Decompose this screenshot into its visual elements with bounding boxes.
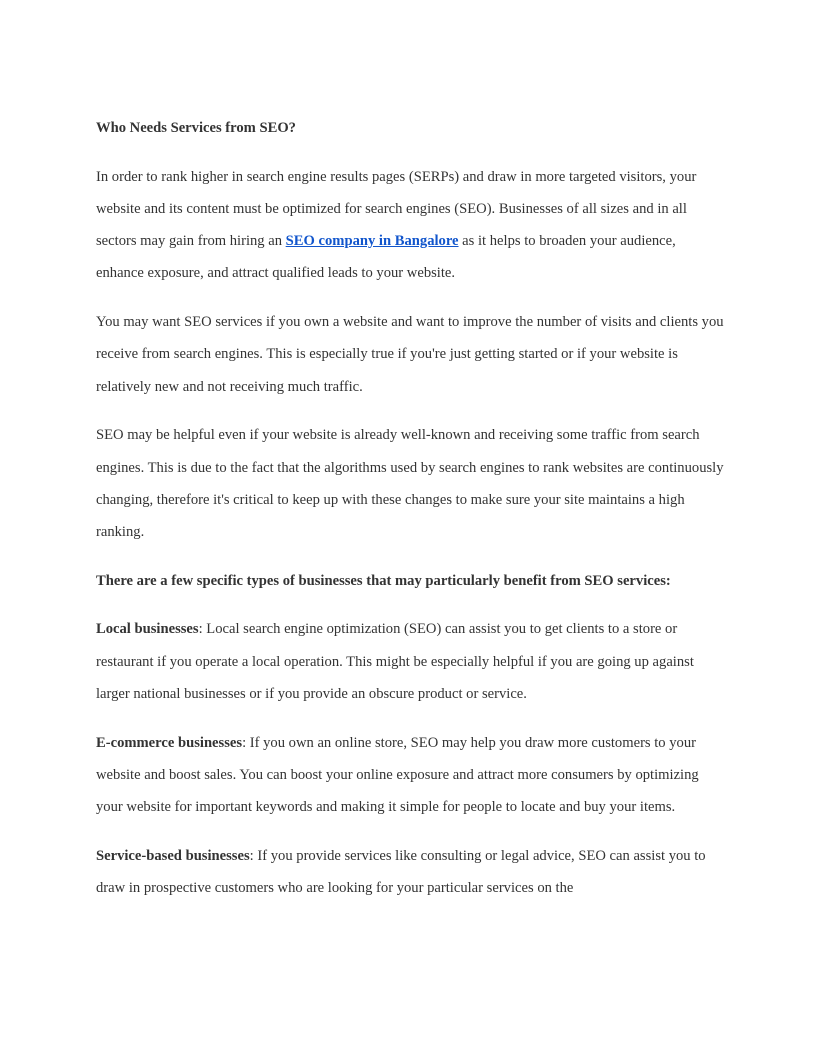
local-businesses-paragraph xyxy=(96,613,724,710)
local-businesses-text: : Local search engine optimization (SEO) can assist you to get clients to a store or restaurant if you operate a local operation. This might be especially helpful if you are going up against larger national businesses or if you provide an obscure product or service. xyxy=(96,621,694,702)
document-page xyxy=(96,112,724,921)
intro-text-after-link: as it helps to broaden your audience, enhance exposure, and attract qualified leads to your website. xyxy=(96,233,676,282)
local-businesses-term: Local businesses xyxy=(96,621,199,638)
page-heading: Who Needs Services from SEO? xyxy=(96,120,296,136)
service-businesses-term: Service-based businesses xyxy=(96,847,250,864)
intro-text-before-link: In order to rank higher in search engine results pages (SERPs) and draw in more targeted visitors, your website and its content must be optimized for search engines (SEO). Businesses of all sizes and in all sectors may gain from hiring an xyxy=(96,168,697,250)
paragraph-seo-services: You may want SEO services if you own a website and want to improve the number of visits and clients you receive from search engines. This is especially true if you're just getting started or if your website is relatively new and not receiving much traffic. xyxy=(96,314,724,395)
ecommerce-businesses-paragraph xyxy=(96,727,724,824)
ecommerce-businesses-text: : If you own an online store, SEO may help you draw more customers to your website and boost sales. You can boost your online exposure and attract more consumers by optimizing your website for important keywords and making it simple for people to locate and buy your items. xyxy=(96,734,699,816)
seo-company-link[interactable]: SEO company in Bangalore xyxy=(285,233,459,250)
business-types-subheading: There are a few specific types of businesses that may particularly benefit from SEO services: xyxy=(96,572,671,589)
service-businesses-text: : If you provide services like consulting or legal advice, SEO can assist you to draw in prospective customers who are looking for your particular services on the xyxy=(96,847,706,897)
paragraph-algorithms: SEO may be helpful even if your website is already well-known and receiving some traffic from search engines. This is due to the fact that the algorithms used by search engines to rank websites are continuously changing, therefore it's critical to keep up with these changes to make sure your site maintains a high ranking. xyxy=(96,427,724,541)
intro-paragraph xyxy=(96,161,724,290)
ecommerce-businesses-term: E-commerce businesses xyxy=(96,734,243,751)
service-businesses-paragraph xyxy=(96,840,724,905)
